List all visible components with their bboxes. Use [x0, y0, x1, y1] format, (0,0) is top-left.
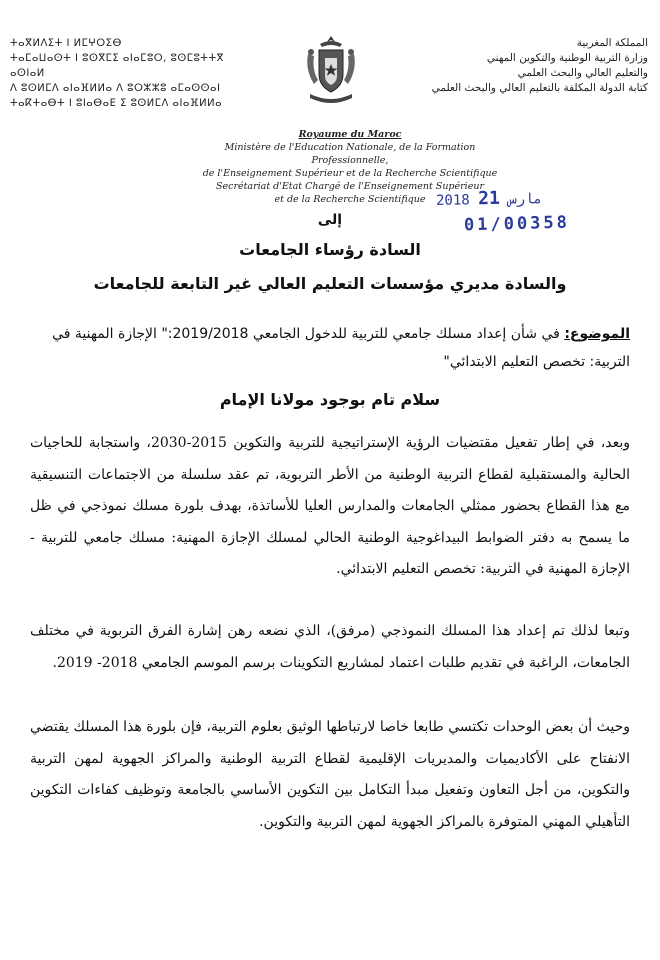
arabic-header: [418, 36, 648, 96]
tifinagh-header-line: ⵜⴰⵎⴰⵡⴰⵙⵜ ⵏ ⵓⵙⴳⵎⵉ ⴰⵏⴰⵎⵓⵔ, ⵓⵙⵎⵓⵜⵜⴳ ⴰⵙⵏⴰⵍ: [10, 53, 224, 79]
tifinagh-header-line: ⵜⴰⴽⵜⴰⴱⵜ ⵏ ⵓⵏⴰⴱⴰⴹ ⵉ ⵓⵙⵍⵎⴷ ⴰⵏⴰⴼⵍⵍⴰ: [10, 98, 223, 109]
body-paragraph: وبعد، في إطار تفعيل مقتضيات الرؤية الإستراتيجية للتربية والتكوين 2015-2030، واستجابة للحاجيات الحالية والمستقبلية لقطاع التربية الوطنية من الأطر التربوية، تم عقد سلسلة من الاجتماعات التنسيقية مع هذا القطاع بحضور ممثلي الجامعات والمدارس العليا للأساتذة، بهدف بلورة مسلك نموذجي في ظل ما يسمح به دفتر الضوابط البيداغوجية الوطنية الحالي لمسلك الإجازة المهنية: مسلك جامعي للتربية - الإجازة المهنية في التربية: تخصص التعليم الابتدائي.: [30, 435, 630, 577]
stamp-day: 21: [477, 187, 501, 210]
arabic-header-line: وزارة التربية الوطنية والتكوين المهني: [486, 52, 648, 64]
date-stamp: [436, 187, 542, 210]
subject-text: في شأن إعداد مسلك جامعي للتربية للدخول الجامعي 2019/2018:" الإجازة المهنية في التربية: تخصص التعليم الابتدائي": [52, 326, 630, 370]
tifinagh-header-line: ⴷ ⵓⵙⵍⵎⴷ ⴰⵏⴰⴼⵍⵍⴰ ⴷ ⵓⵔⵣⵣⵓ ⴰⵎⴰⵙⵙⴰⵏ: [10, 83, 221, 94]
french-line: Secrétariat d'Etat Chargé de l'Enseignement Supérieur: [216, 181, 484, 192]
french-line: Ministère de l'Education Nationale, de la Formation Professionnelle,: [224, 142, 476, 166]
coat-of-arms-icon: [302, 34, 360, 108]
french-line: et de la Recherche Scientifique: [274, 194, 426, 205]
french-line: de l'Enseignement Supérieur et de la Recherche Scientifique: [202, 168, 498, 179]
greeting: سلام تام بوجود مولانا الإمام: [219, 390, 441, 409]
reference-stamp: 01/00358: [463, 212, 571, 236]
recipient-to: إلى: [317, 212, 343, 228]
arabic-header-line: المملكة المغربية: [576, 37, 648, 49]
stamp-month: مارس: [508, 191, 543, 208]
french-title: Royaume du Maroc: [298, 129, 402, 140]
body-paragraph: وحيث أن بعض الوحدات تكتسي طابعا خاصا لارتباطها الوثيق بعلوم التربية، فإن بلورة هذا المسلك يقتضي الانفتاح على الأكاديميات والمديريات الإقليمية لقطاع التربية الوطنية والمراكز الجهوية لمهن التربية والتكوين، من أجل التعاون وتفعيل مبدأ التكامل بين التكوين الأساسي بالجامعة وتوظيف كفاءات التكوين التأهيلي المهني المتوفرة بالمراكز الجهوية لمهن التربية والتكوين.: [30, 719, 630, 830]
body-paragraph: وتبعا لذلك تم إعداد هذا المسلك النموذجي (مرفق)، الذي نضعه رهن إشارة الفرق التربوية في مختلف الجامعات، الراغبة في تقديم طلبات اعتماد لمشاريع التكوينات برسم الموسم الجامعي 2018- 2019.: [30, 623, 630, 671]
stamp-year: 2018: [435, 192, 470, 209]
arabic-header-line: والتعليم العالي والبحث العلمي: [517, 67, 648, 79]
subject: [30, 320, 630, 376]
recipient-line-2: والسادة مديري مؤسسات التعليم العالي غير التابعة للجامعات: [93, 274, 567, 293]
recipient-line-1: السادة رؤساء الجامعات: [239, 240, 421, 259]
arabic-header-line: كتابة الدولة المكلفة بالتعليم العالي والبحث العلمي: [431, 82, 648, 94]
subject-label: الموضوع:: [564, 326, 630, 342]
tifinagh-header-line: ⵜⴰⴳⵍⴷⵉⵜ ⵏ ⵍⵎⵖⵔⵉⴱ: [10, 38, 122, 49]
tifinagh-header: [10, 36, 240, 111]
